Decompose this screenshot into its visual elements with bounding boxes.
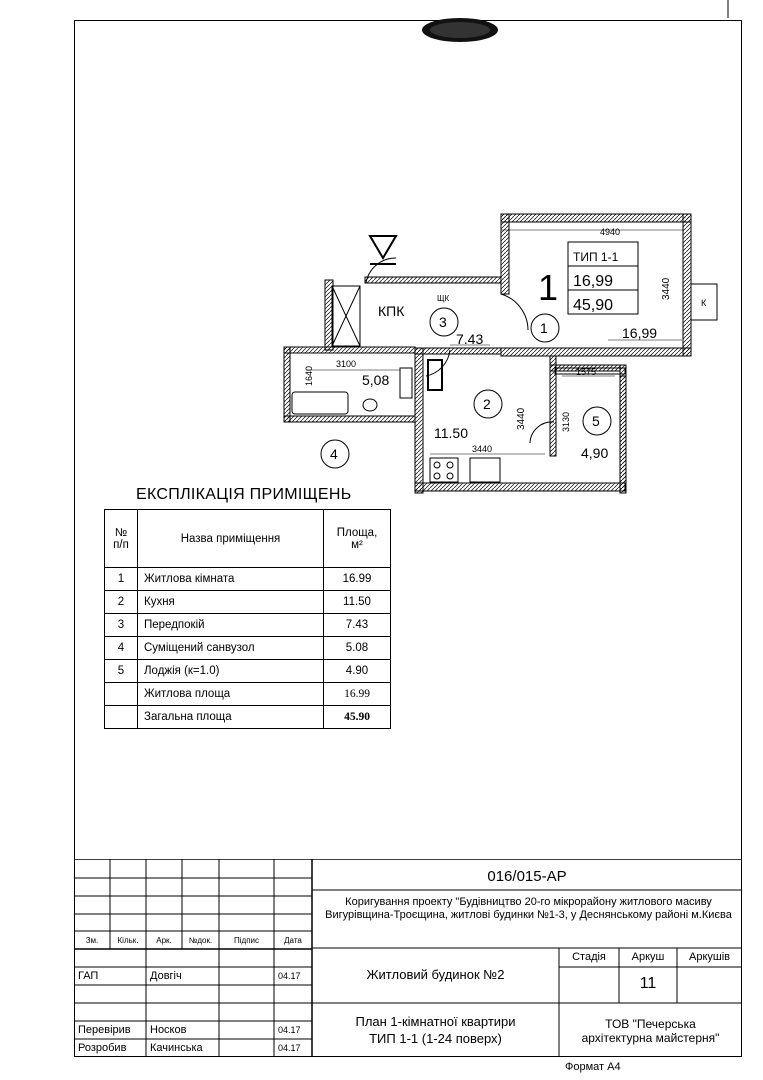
developed-role: Розробив (78, 1042, 127, 1054)
row-area: 5.08 (324, 637, 391, 660)
room-number-4: 4 (330, 446, 338, 462)
row-num: 4 (105, 637, 138, 660)
table-row (105, 568, 391, 591)
corner-marks (0, 0, 763, 60)
dim-loggia-height: 3130 (561, 411, 571, 432)
gap-name: Довгіч (150, 970, 182, 982)
sheets-header: Аркушів (688, 951, 730, 963)
row-num: 3 (105, 614, 138, 637)
explication-title: ЕКСПЛІКАЦІЯ ПРИМІЩЕНЬ (136, 486, 352, 503)
kpk-label: КПК (378, 303, 405, 319)
project-name: Коригування проекту "Будівництво 20-го мікрорайону житлового масиву Вигурівщина-Троєщина, житлові будинки №1-3, у Деснянському районі м.Києва (325, 896, 732, 921)
checked-name: Носков (150, 1024, 187, 1036)
dim-top: 4940 (600, 227, 621, 237)
row-area: 7.43 (324, 614, 391, 637)
row-name: Кухня (138, 591, 324, 614)
room-number-2: 2 (483, 396, 491, 412)
checked-date: 04.17 (278, 1025, 301, 1035)
total-area-label: Загальна площа (138, 706, 324, 729)
type-area2: 45,90 (573, 297, 614, 314)
col-kilk: Кільк. (117, 936, 139, 945)
room2-area: 11.50 (434, 425, 468, 441)
type-area1: 16,99 (573, 273, 614, 290)
dim-loggia-width: 1575 (576, 367, 597, 377)
dim-right: 3440 (661, 277, 672, 300)
living-area-value: 16.99 (324, 683, 391, 706)
col-ndok: №док. (188, 936, 213, 945)
sheet-number: 11 (639, 975, 657, 992)
living-area-row (105, 683, 391, 706)
format-label: Формат А4 (565, 1061, 621, 1073)
header-area: Площа, м² (324, 510, 391, 568)
row-num: 1 (105, 568, 138, 591)
explication-table (104, 509, 391, 729)
sheet-header: Аркуш (631, 951, 665, 963)
dim-room4-width: 3100 (336, 359, 357, 369)
building-name: Житловий будинок №2 (366, 967, 505, 982)
checked-role: Перевірив (78, 1024, 131, 1036)
dim-room4-height: 1640 (304, 365, 314, 386)
header-name: Назва приміщення (138, 510, 324, 568)
table-row (105, 660, 391, 683)
rooms-count: 1 (538, 267, 559, 308)
row-name: Передпокій (138, 614, 324, 637)
header-num: № п/п (105, 510, 138, 568)
room3-area: 7.43 (456, 331, 484, 347)
row-num: 5 (105, 660, 138, 683)
row-area: 4.90 (324, 660, 391, 683)
developed-name: Качинська (150, 1042, 203, 1054)
org-name-2: архітектурна майстерня" (581, 1031, 720, 1045)
total-area-value: 45.90 (324, 706, 391, 729)
col-data: Дата (284, 936, 302, 945)
room5-area: 4,90 (581, 445, 609, 461)
dim-kitchen-height: 3440 (516, 407, 527, 430)
org-name-1: ТОВ "Печерська (605, 1017, 696, 1031)
row-name: Лоджія (к=1.0) (138, 660, 324, 683)
row-name: Суміщений санвузол (138, 637, 324, 660)
gap-date: 04.17 (278, 971, 301, 981)
col-pidpys: Підпис (234, 936, 259, 945)
drawing-code: 016/015-АР (487, 868, 567, 885)
row-area: 11.50 (324, 591, 391, 614)
shk-label: ЩК (437, 294, 450, 303)
room4-area: 5,08 (362, 372, 390, 388)
table-row (105, 614, 391, 637)
total-area-row (105, 706, 391, 729)
table-row (105, 591, 391, 614)
gap-role: ГАП (78, 970, 99, 982)
room1-area: 16,99 (622, 325, 658, 341)
stage-header: Стадія (572, 951, 606, 963)
type-label: ТИП 1-1 (573, 250, 619, 264)
row-num: 2 (105, 591, 138, 614)
table-row (105, 637, 391, 660)
row-name: Житлова кімната (138, 568, 324, 591)
plan-title-1: План 1-кімнатної квартири (355, 1014, 516, 1029)
dim-kitchen-width: 3440 (472, 444, 493, 454)
room-number-1: 1 (540, 320, 548, 336)
col-ark: Арк. (156, 936, 172, 945)
k-label: К (701, 298, 707, 308)
plan-title-2: ТИП 1-1 (1-24 поверх) (369, 1031, 502, 1046)
col-zm: Зм. (85, 936, 99, 945)
row-area: 16.99 (324, 568, 391, 591)
room-number-5: 5 (592, 413, 600, 429)
living-area-label: Житлова площа (138, 683, 324, 706)
developed-date: 04.17 (278, 1043, 301, 1053)
floor-plan (270, 200, 730, 500)
room-number-3: 3 (439, 314, 447, 330)
